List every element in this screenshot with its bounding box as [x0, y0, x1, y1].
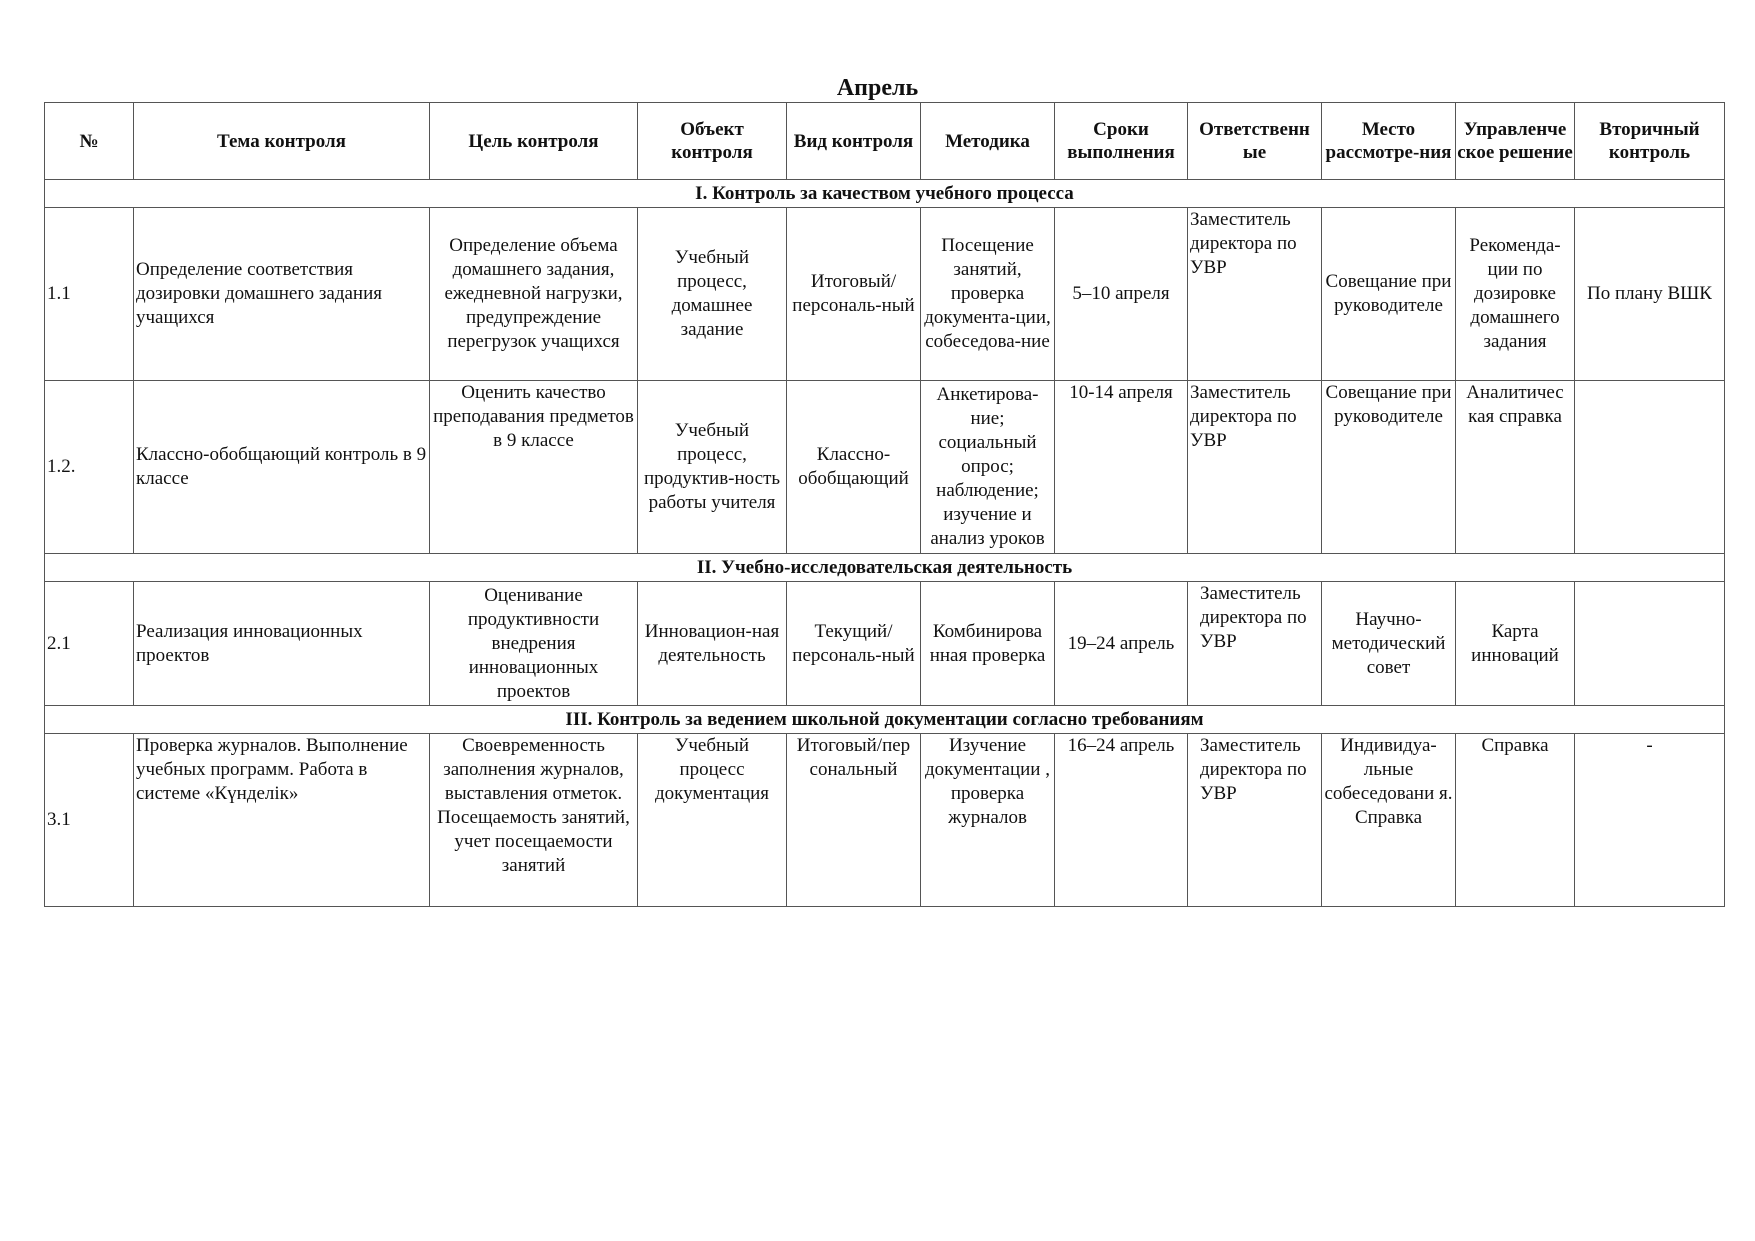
cell-topic: Проверка журналов. Выполнение учебных программ. Работа в системе «Күнделік»	[134, 734, 430, 907]
table-row	[45, 208, 1725, 381]
cell-type: Текущий/ персональ-ный	[787, 582, 921, 706]
header-secondary: Вторичный контроль	[1575, 103, 1725, 180]
cell-object: Учебный процесс, домашнее задание	[638, 208, 787, 381]
cell-deadline: 5–10 апреля	[1055, 208, 1188, 381]
page-title: Апрель	[836, 75, 919, 101]
cell-responsible: Заместитель директора по УВР	[1188, 582, 1322, 706]
cell-responsible: Заместитель директора по УВР	[1188, 734, 1322, 907]
section-row	[45, 706, 1725, 734]
header-topic: Тема контроля	[134, 103, 430, 180]
header-deadline: Сроки выполнения	[1055, 103, 1188, 180]
cell-secondary	[1575, 381, 1725, 554]
cell-no: 1.2.	[45, 381, 134, 554]
control-plan-table	[44, 102, 1725, 907]
table-row	[45, 734, 1725, 907]
table-row	[45, 582, 1725, 706]
header-object: Объект контроля	[638, 103, 787, 180]
cell-deadline: 10-14 апреля	[1055, 381, 1188, 554]
cell-decision: Справка	[1456, 734, 1575, 907]
cell-place: Научно-методический совет	[1322, 582, 1456, 706]
cell-place: Совещание при руководителе	[1322, 208, 1456, 381]
cell-no: 1.1	[45, 208, 134, 381]
cell-topic: Определение соответствия дозировки домашнего задания учащихся	[134, 208, 430, 381]
section-title: II. Учебно-исследовательская деятельность	[45, 554, 1725, 582]
header-decision: Управленче ское решение	[1456, 103, 1575, 180]
cell-goal: Своевременность заполнения журналов, выставления отметок. Посещаемость занятий, учет посещаемости занятий	[430, 734, 638, 907]
table-row	[45, 381, 1725, 554]
cell-method: Посещение занятий, проверка документа-ции, собеседова-ние	[921, 208, 1055, 381]
cell-method: Изучение документации , проверка журналов	[921, 734, 1055, 907]
cell-place: Совещание при руководителе	[1322, 381, 1456, 554]
section-title: III. Контроль за ведением школьной документации согласно требованиям	[45, 706, 1725, 734]
cell-decision: Аналитичес кая справка	[1456, 381, 1575, 554]
cell-deadline: 19–24 апрель	[1055, 582, 1188, 706]
header-responsible: Ответственн ые	[1188, 103, 1322, 180]
cell-responsible: Заместитель директора по УВР	[1188, 381, 1322, 554]
cell-deadline: 16–24 апрель	[1055, 734, 1188, 907]
cell-goal: Оценить качество преподавания предметов в 9 классе	[430, 381, 638, 554]
cell-type: Классно-обобщающий	[787, 381, 921, 554]
section-row	[45, 554, 1725, 582]
cell-method: Анкетирова-ние; социальный опрос; наблюдение; изучение и анализ уроков	[921, 381, 1055, 554]
cell-secondary: -	[1575, 734, 1725, 907]
header-method: Методика	[921, 103, 1055, 180]
header-no: №	[45, 103, 134, 180]
cell-no: 2.1	[45, 582, 134, 706]
cell-decision: Рекоменда-ции по дозировке домашнего задания	[1456, 208, 1575, 381]
cell-topic: Реализация инновационных проектов	[134, 582, 430, 706]
cell-type: Итоговый/пер сональный	[787, 734, 921, 907]
header-row	[45, 103, 1725, 180]
header-place: Место рассмотре-ния	[1322, 103, 1456, 180]
cell-object: Учебный процесс, продуктив-ность работы учителя	[638, 381, 787, 554]
cell-place: Индивидуа-льные собеседовани я. Справка	[1322, 734, 1456, 907]
cell-responsible: Заместитель директора по УВР	[1188, 208, 1322, 381]
cell-method: Комбинирова нная проверка	[921, 582, 1055, 706]
cell-object: Инновацион-ная деятельность	[638, 582, 787, 706]
cell-topic: Классно-обобщающий контроль в 9 классе	[134, 381, 430, 554]
cell-goal: Оценивание продуктивности внедрения инновационных проектов	[430, 582, 638, 706]
section-title: I. Контроль за качеством учебного процесса	[45, 180, 1725, 208]
header-type: Вид контроля	[787, 103, 921, 180]
cell-goal: Определение объема домашнего задания, ежедневной нагрузки, предупреждение перегрузок учащихся	[430, 208, 638, 381]
section-row	[45, 180, 1725, 208]
cell-type: Итоговый/ персональ-ный	[787, 208, 921, 381]
cell-secondary	[1575, 582, 1725, 706]
cell-decision: Карта инноваций	[1456, 582, 1575, 706]
cell-secondary: По плану ВШК	[1575, 208, 1725, 381]
cell-object: Учебный процесс документация	[638, 734, 787, 907]
header-goal: Цель контроля	[430, 103, 638, 180]
cell-no: 3.1	[45, 734, 134, 907]
